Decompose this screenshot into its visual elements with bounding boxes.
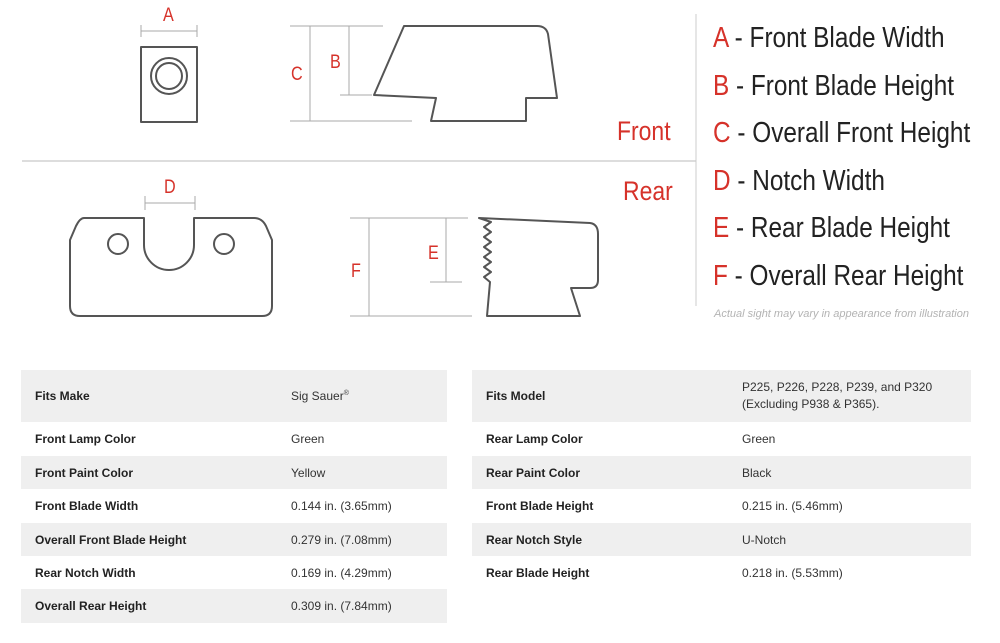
rear-sight-end-view — [70, 218, 272, 316]
dim-label-e: E — [428, 243, 439, 264]
spec-value: 0.309 in. (7.84mm) — [277, 589, 447, 623]
table-row — [21, 589, 447, 623]
legend-item-a: A - Front Blade Width — [713, 22, 945, 54]
dim-label-b: B — [330, 52, 341, 73]
rear-lamp-right — [214, 234, 234, 254]
table-row — [472, 456, 971, 489]
table-row — [21, 556, 447, 589]
spec-value: Sig Sauer® — [277, 370, 447, 422]
spec-label: Front Paint Color — [21, 456, 277, 489]
table-row — [472, 489, 971, 523]
front-section-label: Front — [617, 116, 671, 146]
spec-label: Overall Front Blade Height — [21, 523, 277, 556]
front-sight-profile — [374, 26, 557, 121]
rear-sight-profile — [479, 218, 598, 316]
spec-value: U-Notch — [728, 523, 971, 556]
rear-section-label: Rear — [623, 176, 673, 206]
table-row — [472, 523, 971, 556]
spec-label: Rear Notch Style — [472, 523, 728, 556]
spec-label: Overall Rear Height — [21, 589, 277, 623]
spec-table-right — [472, 370, 971, 589]
table-row — [21, 456, 447, 489]
spec-table-left — [21, 370, 447, 623]
spec-value: Green — [728, 422, 971, 456]
spec-value: 0.169 in. (4.29mm) — [277, 556, 447, 589]
dim-label-a: A — [163, 5, 174, 26]
table-row — [21, 370, 447, 422]
legend-item-d: D - Notch Width — [713, 164, 885, 197]
table-row — [472, 370, 971, 422]
spec-label: Front Blade Width — [21, 489, 277, 523]
dim-label-d: D — [164, 177, 176, 198]
spec-value: 0.215 in. (5.46mm) — [728, 489, 971, 523]
front-lamp-inner — [156, 63, 182, 89]
spec-label: Rear Blade Height — [472, 556, 728, 589]
spec-value: P225, P226, P228, P239, and P320 (Excluding P938 & P365). — [728, 370, 971, 422]
registered-mark: ® — [343, 390, 349, 397]
table-row — [21, 422, 447, 456]
rear-lamp-left — [108, 234, 128, 254]
dim-label-c: C — [291, 64, 303, 85]
spec-value: 0.279 in. (7.08mm) — [277, 523, 447, 556]
table-row — [472, 556, 971, 589]
table-row — [21, 489, 447, 523]
spec-label: Rear Notch Width — [21, 556, 277, 589]
spec-label: Rear Paint Color — [472, 456, 728, 489]
spec-value: 0.218 in. (5.53mm) — [728, 556, 971, 589]
spec-label: Front Lamp Color — [21, 422, 277, 456]
spec-label: Front Blade Height — [472, 489, 728, 523]
spec-value: Green — [277, 422, 447, 456]
legend-item-f: F - Overall Rear Height — [713, 259, 964, 292]
table-row — [472, 422, 971, 456]
legend-item-b: B - Front Blade Height — [713, 69, 955, 102]
spec-value: Black — [728, 456, 971, 489]
spec-label: Rear Lamp Color — [472, 422, 728, 456]
dim-label-f: F — [351, 261, 361, 282]
dimension-legend — [713, 18, 1000, 304]
spec-label: Fits Model — [472, 370, 728, 422]
illustration-disclaimer: Actual sight may vary in appearance from illustration — [714, 308, 969, 320]
table-row — [21, 523, 447, 556]
spec-label: Fits Make — [21, 370, 277, 422]
spec-value: 0.144 in. (3.65mm) — [277, 489, 447, 523]
legend-item-e: E - Rear Blade Height — [713, 212, 950, 245]
legend-item-c: C - Overall Front Height — [713, 117, 971, 150]
spec-value: Yellow — [277, 456, 447, 489]
